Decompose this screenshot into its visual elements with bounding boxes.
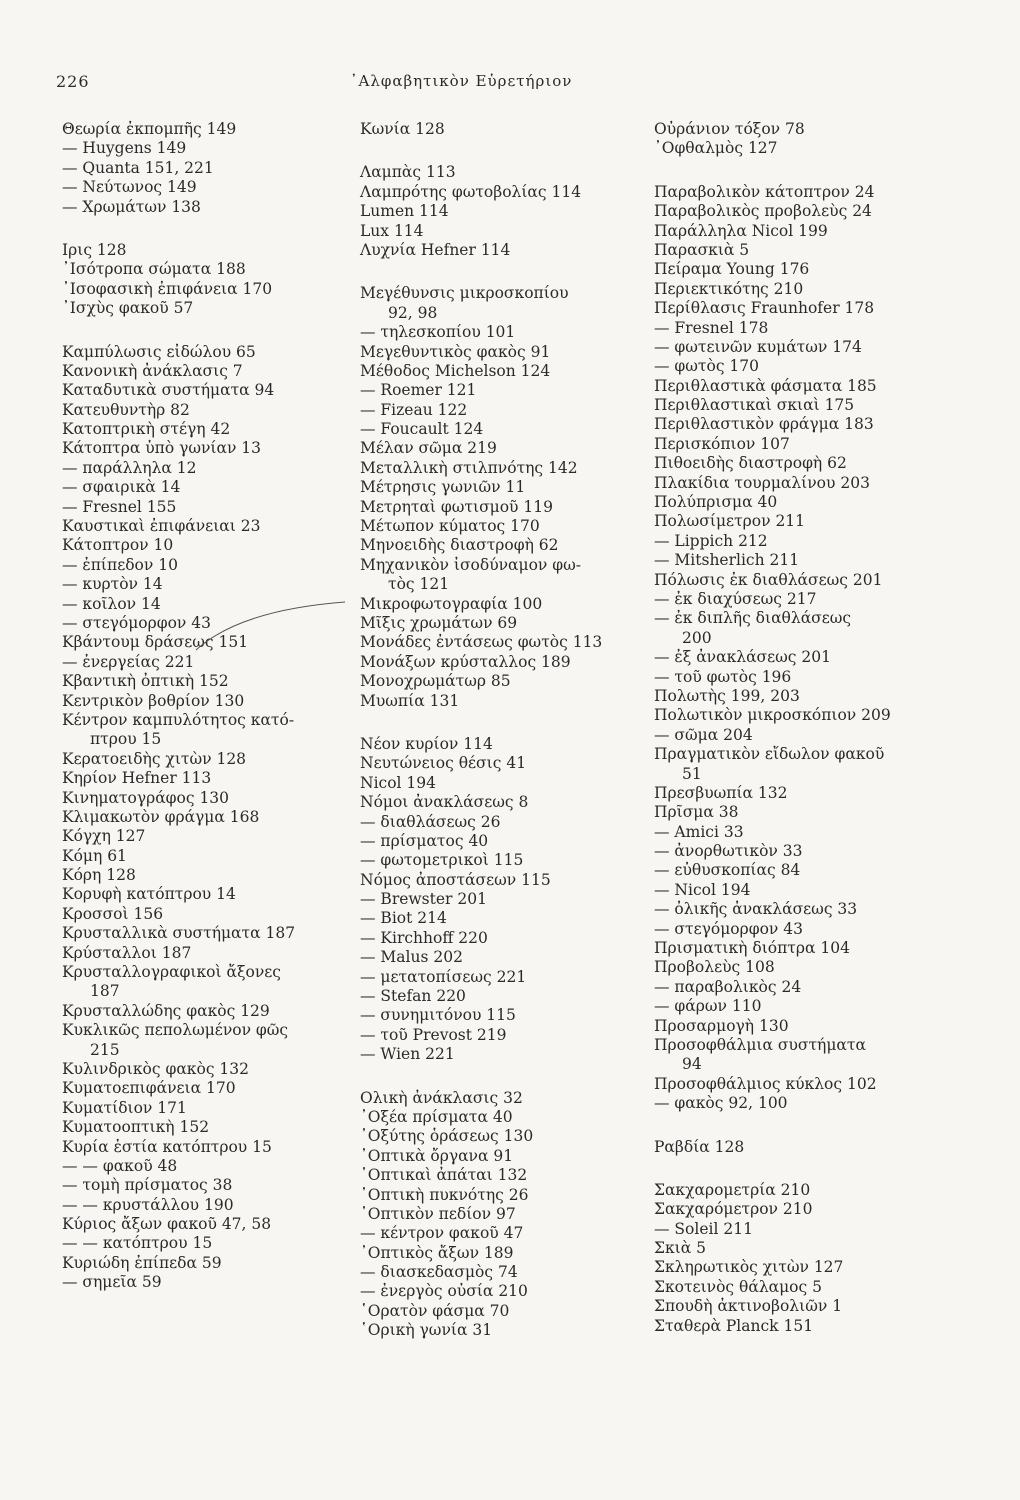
index-entry: Περιεκτικότης 210 [654,279,804,298]
index-entry: Μικροφωτογραφία 100 [360,594,543,613]
index-entry: — ἐξ ἀνακλάσεως 201 [654,648,831,667]
index-entry: Κινηματογράφος 130 [62,788,230,807]
index-entry: Λυχνία Hefner 114 [360,240,511,259]
index-entry: Πιθοειδὴς διαστροφὴ 62 [654,454,847,473]
index-entry: — Foucault 124 [360,420,484,439]
index-entry: Μονάδες ἐντάσεως φωτὸς 113 [360,633,603,652]
index-entry: 187 [90,982,120,1001]
index-entry: Περιθλαστικὰ φάσματα 185 [654,376,877,395]
index-entry: ᾿Οφθαλμὸς 127 [654,139,778,158]
index-entry: Κηρίον Hefner 113 [62,769,212,788]
index-entry: Νόμος ἀποστάσεων 115 [360,870,551,889]
index-entry: Παραβολικὸν κάτοπτρον 24 [654,182,875,201]
index-entry: — Stefan 220 [360,987,466,1006]
index-entry: 51 [682,764,702,783]
index-entry: Κέντρον καμπυλότητος κατό- [62,710,295,729]
index-entry: Κανονικὴ ἀνάκλασις 7 [62,361,243,380]
index-entry: 94 [682,1055,702,1074]
index-entry: — πρίσματος 40 [360,831,489,850]
index-entry: — ἀνορθωτικὸν 33 [654,842,803,861]
index-entry: Προβολεὺς 108 [654,958,775,977]
index-entry: — Roemer 121 [360,381,477,400]
index-entry: Μεγεθυντικὸς φακὸς 91 [360,342,551,361]
index-entry: ᾿Οπτικὴ πυκνότης 26 [360,1185,529,1204]
index-entry: Πρῖσμα 38 [654,803,739,822]
index-entry: Μῖξις χρωμάτων 69 [360,613,518,632]
index-entry: Κόγχη 127 [62,827,146,846]
index-entry: — — φακοῦ 48 [62,1156,178,1175]
index-entry: Κβαντικὴ ὀπτικὴ 152 [62,672,229,691]
index-entry: — — κατόπτρου 15 [62,1234,213,1253]
index-column-1 [62,120,352,1293]
index-entry: Πείραμα Young 176 [654,260,810,279]
index-entry: — τοῦ φωτὸς 196 [654,667,792,686]
index-column-2 [360,120,650,1341]
index-entry: — φωτὸς 170 [654,357,760,376]
index-entry: Μέτωπον κύματος 170 [360,517,540,536]
index-entry: πτρου 15 [90,730,162,749]
index-entry: — φωτομετρικοὶ 115 [360,851,524,870]
index-entry: ῾Ορατὸν φάσμα 70 [360,1301,510,1320]
index-entry: — Mitsherlich 211 [654,551,800,570]
index-entry: Κλιμακωτὸν φράγμα 168 [62,807,260,826]
index-entry: Ραβδία 128 [654,1137,745,1156]
index-entry: Κυλινδρικὸς φακὸς 132 [62,1059,250,1078]
index-entry: ᾿Ισοφασικὴ ἐπιφάνεια 170 [62,279,273,298]
index-entry: ῾Ορικὴ γωνία 31 [360,1321,493,1340]
group-separator [62,217,352,241]
index-letter-group [360,735,650,1065]
index-column-3 [654,120,974,1336]
index-entry: — ἐνεργὸς οὐσία 210 [360,1282,528,1301]
index-entry: — Amici 33 [654,822,744,841]
group-separator [360,139,650,163]
index-entry: — τηλεσκοπίου 101 [360,323,516,342]
index-entry: — στεγόμορφον 43 [654,919,803,938]
index-entry: Ιρις 128 [62,240,127,259]
group-separator [62,319,352,343]
index-entry: — τομὴ πρίσματος 38 [62,1176,233,1195]
index-entry: ᾿Οξύτης ὁράσεως 130 [360,1127,534,1146]
index-entry: — ἐκ διαχύσεως 217 [654,589,817,608]
index-entry: ᾿Οπτικὸς ἄξων 189 [360,1243,514,1262]
index-entry: Μηχανικὸν ἰσοδύναμον φω- [360,555,582,574]
index-entry: Περιθλαστικαὶ σκιαὶ 175 [654,396,855,415]
index-entry: Κορυφὴ κατόπτρου 14 [62,885,236,904]
group-separator [360,260,650,284]
index-entry: ᾿Οπτικὸν πεδίον 97 [360,1204,516,1223]
index-entry: Προσοφθάλμιος κύκλος 102 [654,1074,877,1093]
index-entry: Πραγματικὸν εἴδωλον φακοῦ [654,745,885,764]
index-entry: Κρυσταλλικὰ συστήματα 187 [62,924,296,943]
index-entry: Μέλαν σῶμα 219 [360,439,497,458]
index-entry: — Lippich 212 [654,531,768,550]
index-entry: Παράλληλα Nicol 199 [654,221,828,240]
index-entry: Περιθλαστικὸν φράγμα 183 [654,415,874,434]
index-entry: Προσοφθάλμια συστήματα [654,1035,866,1054]
index-entry: Κρυσταλλώδης φακὸς 129 [62,1001,270,1020]
index-entry: — ἐκ διπλῆς διαθλάσεως [654,609,852,628]
index-entry: Πολωσίμετρον 211 [654,512,806,531]
index-entry: — κέντρον φακοῦ 47 [360,1224,524,1243]
index-entry: Παρασκιὰ 5 [654,240,750,259]
index-entry: Πρισματικὴ διόπτρα 104 [654,939,850,958]
index-entry: Κυματοοπτικὴ 152 [62,1118,210,1137]
index-entry: Νευτώνειος θέσις 41 [360,754,527,773]
index-entry: Καμπύλωσις εἰδώλου 65 [62,342,256,361]
index-entry: — διαθλάσεως 26 [360,812,501,831]
index-entry: — συνημιτόνου 115 [360,1006,516,1025]
group-separator [654,1157,974,1181]
index-entry: Nicol 194 [360,773,437,792]
index-entry: — Wien 221 [360,1045,455,1064]
index-entry: Σκιὰ 5 [654,1239,706,1258]
index-entry: Σκοτεινὸς θάλαμος 5 [654,1277,822,1296]
index-entry: ᾿Οπτικαὶ ἀπάται 132 [360,1166,528,1185]
index-entry: — Fresnel 155 [62,497,177,516]
index-entry: Κωνία 128 [360,120,445,138]
index-entry: Ολικὴ ἀνάκλασις 32 [360,1088,523,1107]
index-entry: — παραβολικὸς 24 [654,977,802,996]
index-entry: τὸς 121 [388,575,450,594]
index-entry: Παραβολικὸς προβολεὺς 24 [654,202,872,221]
index-entry: Πλακίδια τουρμαλίνου 203 [654,473,870,492]
index-entry: Μετρηταὶ φωτισμοῦ 119 [360,497,553,516]
index-entry: Lux 114 [360,221,424,240]
index-entry: 200 [682,628,712,647]
index-entry: — Nicol 194 [654,880,751,899]
index-entry: — Malus 202 [360,948,463,967]
index-entry: Κύριος ἄξων φακοῦ 47, 58 [62,1215,272,1234]
index-entry: Περισκόπιον 107 [654,434,790,453]
index-entry: — Huygens 149 [62,139,187,158]
index-letter-group [654,120,974,159]
index-entry: Κυματίδιον 171 [62,1098,187,1117]
index-entry: Μονάξων κρύσταλλος 189 [360,652,571,671]
index-entry: — Kirchhoff 220 [360,928,488,947]
index-entry: Περίθλασις Fraunhofer 178 [654,299,875,318]
index-entry: — σῶμα 204 [654,725,753,744]
index-entry: 92, 98 [388,303,438,322]
index-entry: — Brewster 201 [360,890,487,909]
index-letter-group [654,1181,974,1336]
group-separator [360,711,650,735]
index-entry: — — κρυστάλλου 190 [62,1195,234,1214]
index-letter-group [360,1089,650,1341]
index-entry: — φάρων 110 [654,997,762,1016]
index-entry: Κυριώδη ἐπίπεδα 59 [62,1253,222,1272]
index-entry: Κερατοειδὴς χιτὼν 128 [62,749,247,768]
index-entry: — διασκεδασμὸς 74 [360,1263,518,1282]
index-letter-group [360,163,650,260]
index-entry: Σκληρωτικὸς χιτὼν 127 [654,1258,844,1277]
index-entry: — τοῦ Prevost 219 [360,1025,507,1044]
index-entry: Νέον κυρίον 114 [360,734,493,753]
index-entry: Κβάντουμ δράσεως 151 [62,633,249,652]
index-entry: Σακχαρομετρία 210 [654,1180,811,1199]
index-entry: — στεγόμορφον 43 [62,613,211,632]
index-entry: Κυματοεπιφάνεια 170 [62,1079,236,1098]
index-entry: Προσαρμογὴ 130 [654,1016,789,1035]
index-entry: Πολύπρισμα 40 [654,493,778,512]
index-entry: — Χρωμάτων 138 [62,197,201,216]
index-letter-group [62,343,352,1293]
index-entry: — Biot 214 [360,909,447,928]
index-entry: Σπουδὴ ἀκτινοβολιῶν 1 [654,1297,843,1316]
index-entry: — φακὸς 92, 100 [654,1094,788,1113]
index-entry: Μυωπία 131 [360,691,460,710]
index-entry: 215 [90,1040,120,1059]
index-letter-group [62,241,352,319]
group-separator [654,1114,974,1138]
index-entry: Λαμπρότης φωτοβολίας 114 [360,182,582,201]
index-entry: ᾿Οπτικὰ ὄργανα 91 [360,1146,514,1165]
index-entry: Κρύσταλλοι 187 [62,943,192,962]
index-entry: Κρυσταλλογραφικοὶ ἄξονες [62,963,281,982]
index-entry: Καταδυτικὰ συστήματα 94 [62,381,275,400]
index-entry: ᾿Ισχὺς φακοῦ 57 [62,299,194,318]
index-entry: Σακχαρόμετρον 210 [654,1200,813,1219]
index-entry: ᾿Ισότροπα σώματα 188 [62,260,246,279]
index-entry: Θεωρία ἐκπομπῆς 149 [62,120,237,138]
index-entry: Μεγέθυνσις μικροσκοπίου [360,284,569,303]
running-title: ᾿Αλφαβητικὸν Εὑρετήριον [350,72,573,90]
index-letter-group [62,120,352,217]
index-letter-group [360,120,650,139]
index-entry: — φωτεινῶν κυμάτων 174 [654,337,862,356]
index-entry: Κόρη 128 [62,866,136,885]
index-entry: — Quanta 151, 221 [62,158,214,177]
index-entry: Πολωτὴς 199, 203 [654,686,800,705]
index-entry: — ἐνεργείας 221 [62,652,195,671]
index-entry: — Soleil 211 [654,1219,753,1238]
index-entry: Lumen 114 [360,202,449,221]
index-entry: — Νεύτωνος 149 [62,178,197,197]
index-entry: Κάτοπτρον 10 [62,536,174,555]
index-entry: Κεντρικὸν βοθρίον 130 [62,691,245,710]
index-entry: — σφαιρικὰ 14 [62,478,181,497]
index-entry: — σημεῖα 59 [62,1273,162,1292]
index-entry: — ἐπίπεδον 10 [62,555,178,574]
index-entry: Κατευθυντὴρ 82 [62,400,190,419]
index-entry: Κροσσοὶ 156 [62,904,164,923]
index-entry: — Fizeau 122 [360,400,468,419]
index-entry: Πρεσβυωπία 132 [654,783,788,802]
index-entry: — ὀλικῆς ἀνακλάσεως 33 [654,900,858,919]
index-entry: — εὐθυσκοπίας 84 [654,861,801,880]
index-entry: — κοῖλον 14 [62,594,161,613]
index-entry: Κατοπτρικὴ στέγη 42 [62,420,231,439]
index-entry: — Fresnel 178 [654,318,769,337]
index-entry: Καυστικαὶ ἐπιφάνειαι 23 [62,517,261,536]
page-header [0,72,1020,102]
group-separator [360,1065,650,1089]
index-entry: Μέθοδος Michelson 124 [360,361,551,380]
index-entry: — κυρτὸν 14 [62,575,163,594]
index-entry: ᾿Οξέα πρίσματα 40 [360,1107,513,1126]
page-number: 226 [56,72,90,91]
index-letter-group [360,284,650,711]
index-entry: Οὐράνιον τόξον 78 [654,120,805,138]
index-letter-group [654,1138,974,1157]
index-entry: — παράλληλα 12 [62,458,197,477]
index-entry: Μηνοειδὴς διαστροφὴ 62 [360,536,559,555]
index-entry: — μετατοπίσεως 221 [360,967,527,986]
index-entry: Μέτρησις γωνιῶν 11 [360,478,526,497]
index-entry: Πόλωσις ἐκ διαθλάσεως 201 [654,570,883,589]
index-entry: Μονοχρωμάτωρ 85 [360,672,511,691]
index-entry: Μεταλλικὴ στιλπνότης 142 [360,458,578,477]
index-entry: Σταθερὰ Planck 151 [654,1316,814,1335]
index-entry: Νόμοι ἀνακλάσεως 8 [360,793,529,812]
index-entry: Κυρία ἑστία κατόπτρου 15 [62,1137,272,1156]
index-letter-group [654,183,974,1114]
index-entry: Λαμπὰς 113 [360,163,456,182]
group-separator [654,159,974,183]
index-entry: Κυκλικῶς πεπολωμένον φῶς [62,1021,289,1040]
index-entry: Κάτοπτρα ὑπὸ γωνίαν 13 [62,439,262,458]
index-entry: Πολωτικὸν μικροσκόπιον 209 [654,706,891,725]
index-entry: Κόμη 61 [62,846,127,865]
